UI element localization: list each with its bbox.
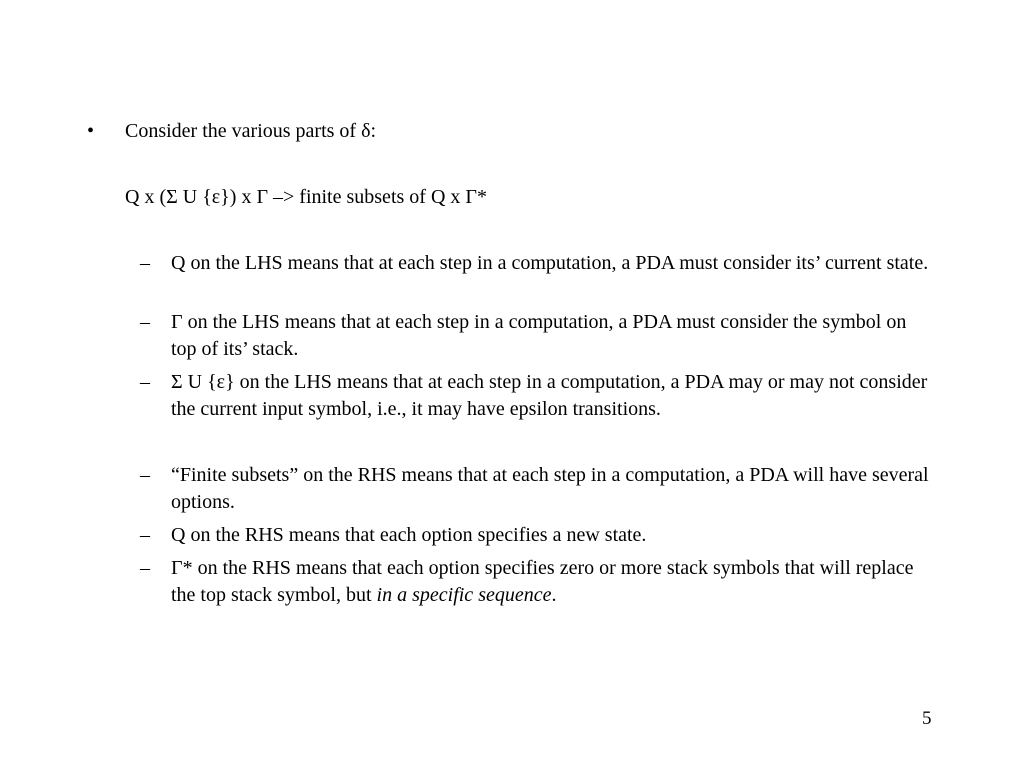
italic-phrase: in a specific sequence — [376, 584, 552, 606]
bullet-marker: • — [87, 120, 95, 142]
bullet-text: Consider the various parts of δ: — [125, 120, 377, 142]
formula-line: Q x (Σ U {ε}) x Γ –> finite subsets of Q x Γ* — [125, 186, 487, 208]
sub-item-text: Σ U {ε} on the LHS means that at each step in a computation, a PDA may or may not consider the current input symbol, i.e., it may have epsilon transitions. — [171, 371, 928, 420]
sub-item-text: Q on the LHS means that at each step in a computation, a PDA must consider its’ current state. — [171, 252, 929, 274]
sub-item-text — [171, 555, 931, 609]
sub-item-text-run: Γ* on the RHS means that each option specifies zero or more stack symbols that will replace the top stack symbol, but — [171, 557, 914, 606]
sub-item-text: Q on the RHS means that each option specifies a new state. — [171, 524, 647, 546]
sub-item-text: Γ on the LHS means that at each step in a computation, a PDA must consider the symbol on top of its’ stack. — [171, 311, 907, 360]
page-number: 5 — [922, 708, 932, 729]
sub-item-text-run: . — [551, 584, 557, 606]
dash-marker: – — [140, 464, 150, 486]
dash-marker: – — [140, 371, 150, 393]
dash-marker: – — [140, 252, 150, 274]
dash-marker: – — [140, 557, 150, 579]
sub-item-text: “Finite subsets” on the RHS means that at each step in a computation, a PDA will have several options. — [171, 464, 929, 513]
dash-marker: – — [140, 524, 150, 546]
dash-marker: – — [140, 311, 150, 333]
